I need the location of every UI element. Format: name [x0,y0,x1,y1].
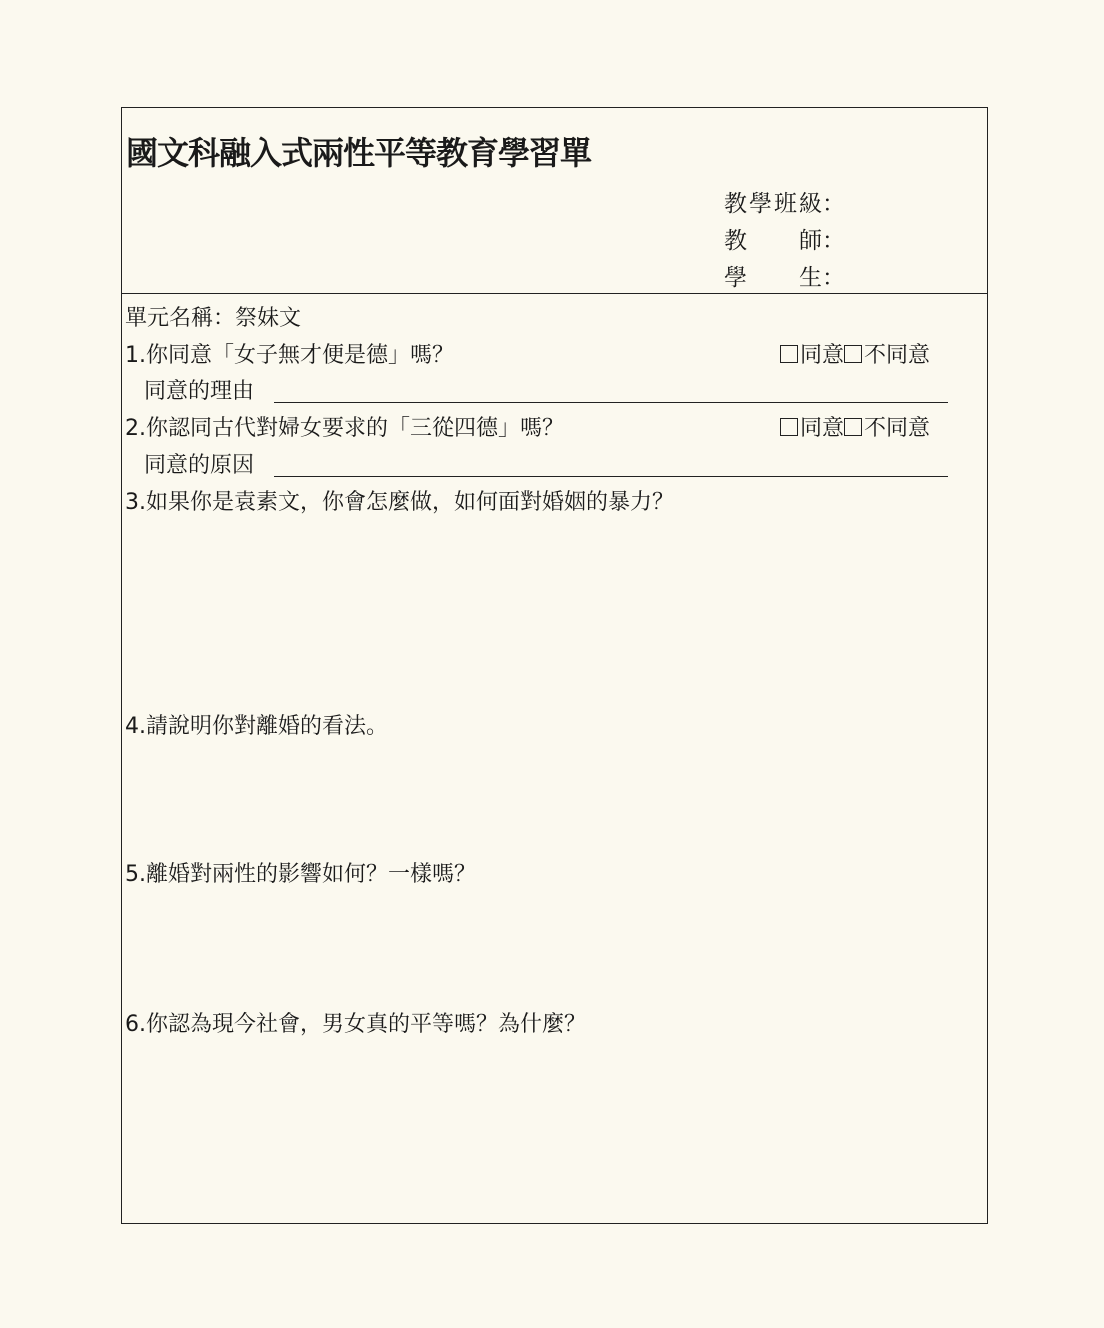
teacher-field: 教師 ： [724,223,842,260]
question-5: 5.離婚對兩性的影響如何？一樣嗎？ [125,862,476,887]
question-2-choices: 同意 不同意 [780,411,930,442]
unit-name: 單元名稱：祭妹文 [125,306,302,331]
worksheet-title: 國文科融入式兩性平等教育學習單 [126,134,592,172]
student-label: 學生 [724,265,822,291]
disagree-checkbox[interactable] [844,418,862,436]
question-2-answer-line[interactable] [274,476,948,477]
question-4: 4.請說明你對離婚的看法。 [125,714,388,739]
class-label: 教學班級 [724,191,822,217]
question-3: 3.如果你是袁素文，你會怎麼做，如何面對婚姻的暴力？ [125,490,674,515]
question-2: 2.你認同古代對婦女要求的「三從四德」嗎？ [125,416,564,441]
agree-checkbox[interactable] [780,345,798,363]
student-field: 學生 ： [724,260,842,297]
teacher-label: 教師 [724,228,822,254]
question-6: 6.你認為現今社會，男女真的平等嗎？為什麼？ [125,1012,586,1037]
header-divider [122,293,987,294]
disagree-checkbox[interactable] [844,345,862,363]
question-1-choices: 同意 不同意 [780,338,930,369]
info-block [724,186,845,297]
worksheet [121,107,988,1224]
question-1-reason-label: 同意的理由 [144,379,255,404]
class-field: 教學班級 ： [724,186,842,223]
question-2-reason-label: 同意的原因 [144,453,255,478]
question-1: 1.你同意「女子無才便是德」嗎？ [125,343,454,368]
agree-checkbox[interactable] [780,418,798,436]
question-1-answer-line[interactable] [274,402,948,403]
